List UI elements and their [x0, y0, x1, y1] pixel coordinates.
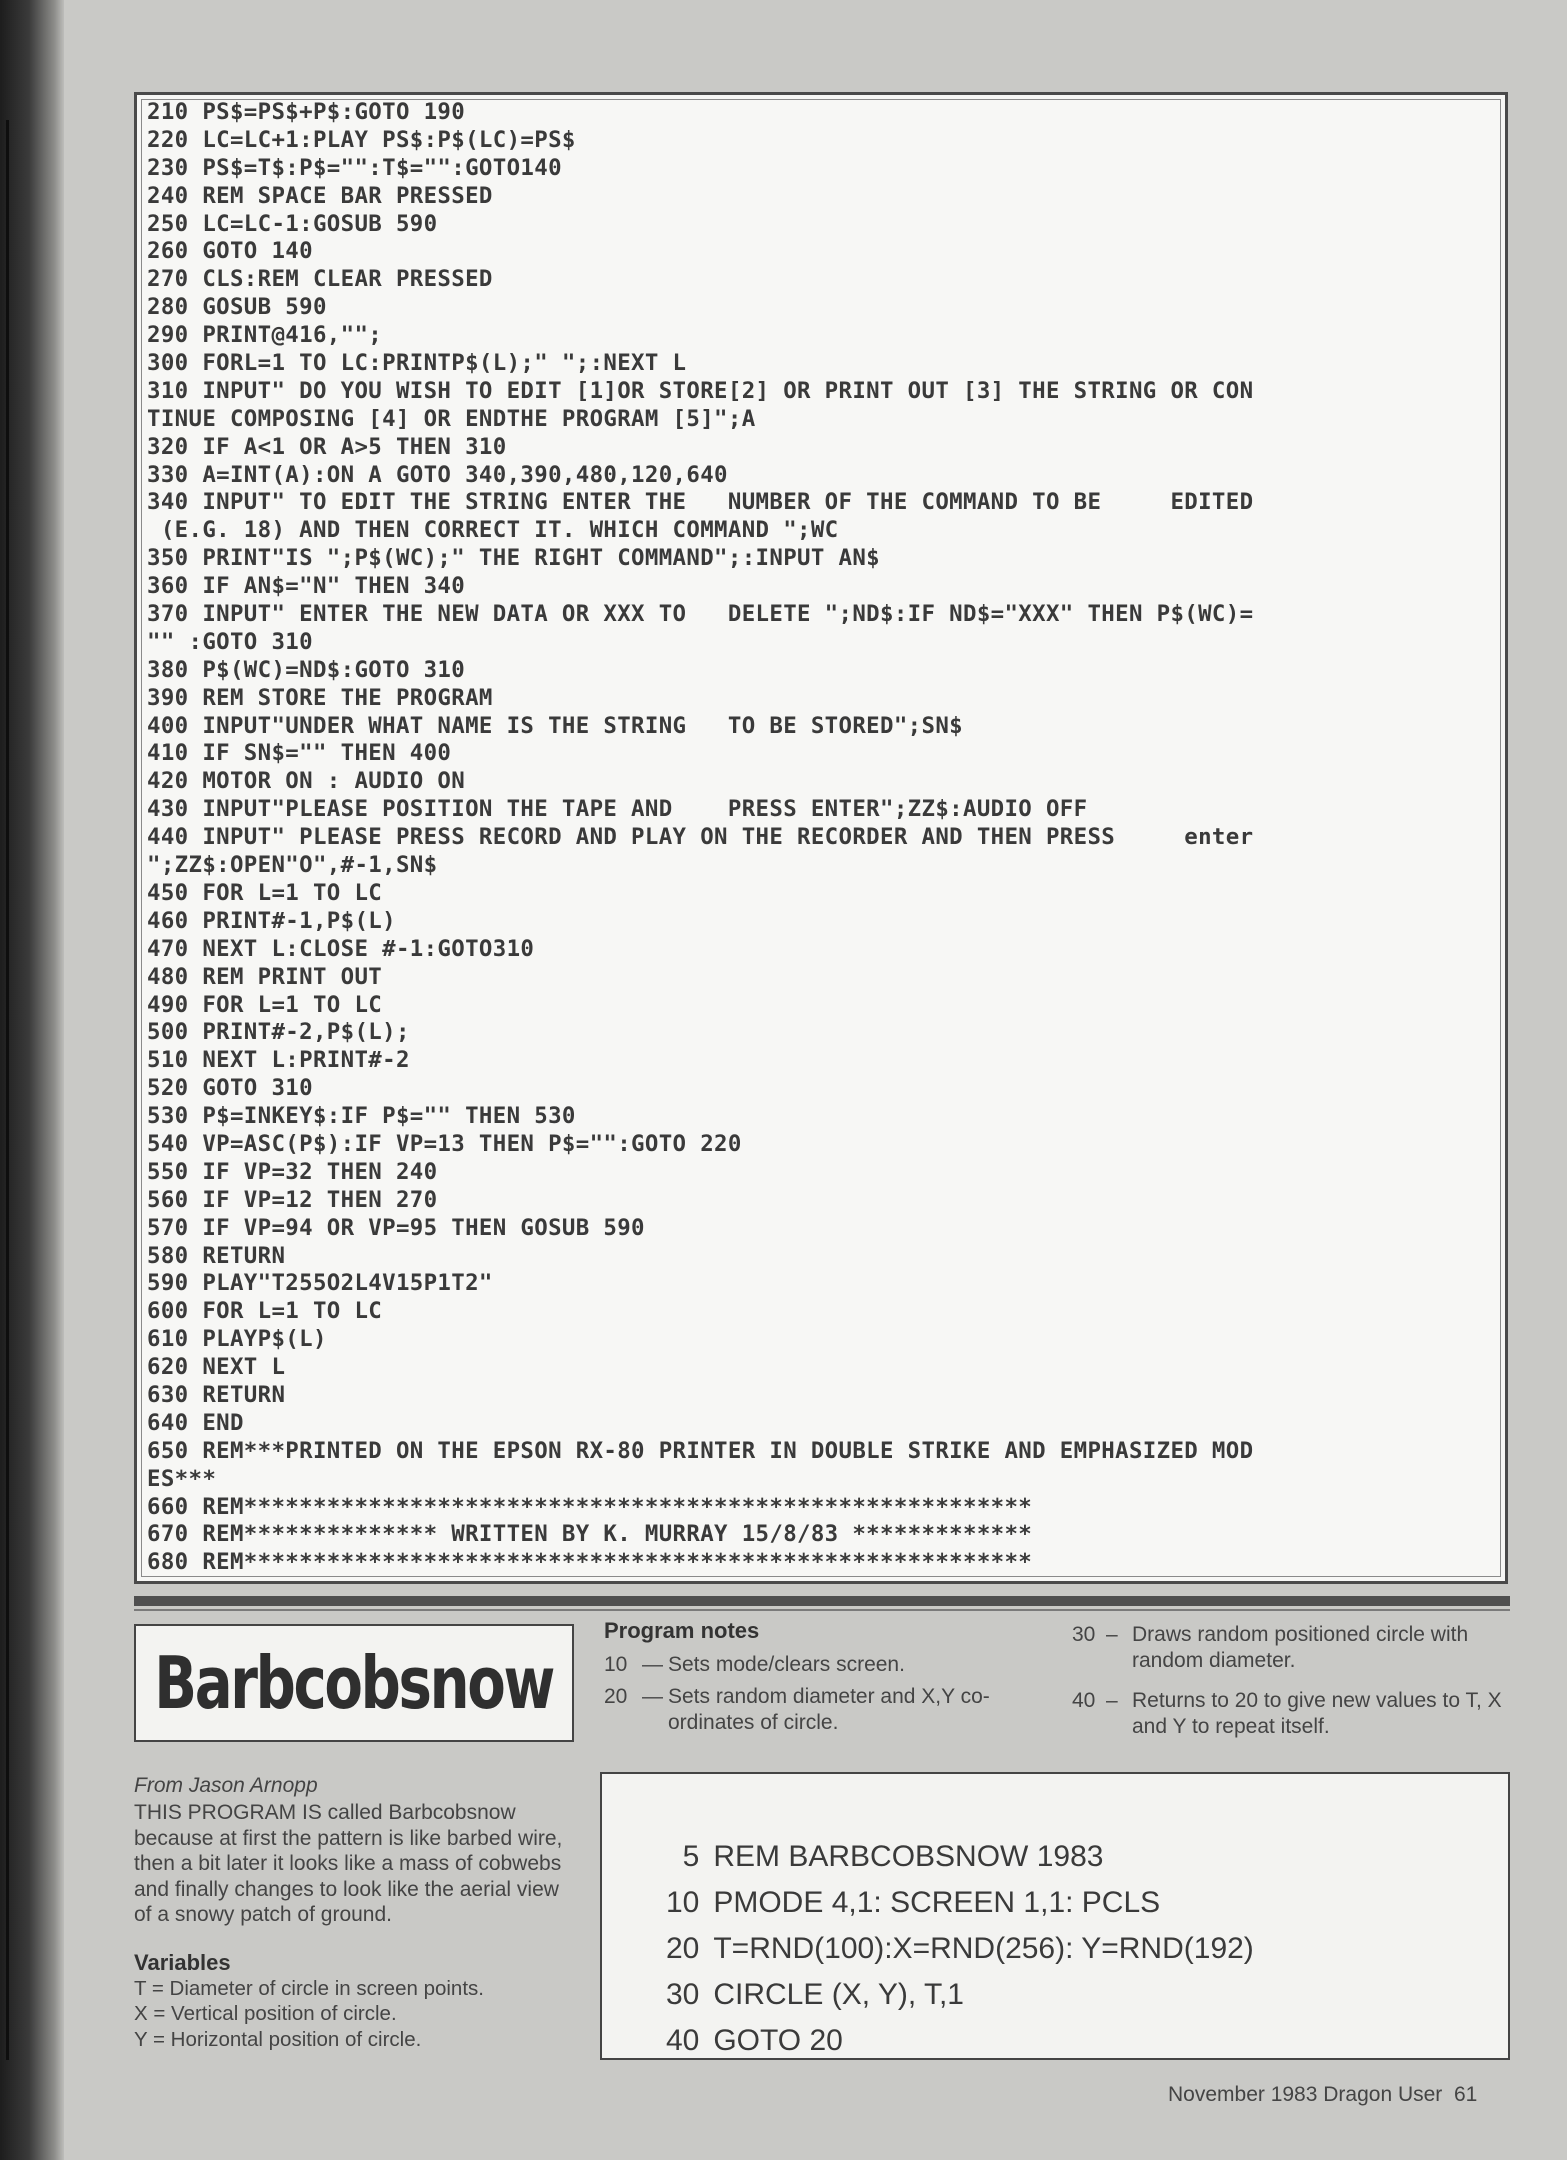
- listing-line: 220 LC=LC+1:PLAY PS$:P$(LC)=PS$: [147, 126, 576, 153]
- listing-line: 570 IF VP=94 OR VP=95 THEN GOSUB 590: [147, 1214, 645, 1241]
- listing-line: 620 NEXT L: [147, 1354, 286, 1381]
- article-intro: [134, 1774, 576, 2052]
- program-notes-right: [1072, 1622, 1512, 1754]
- magazine-spine-shadow: [0, 0, 64, 2160]
- basic-line-number: 10: [665, 1886, 700, 1919]
- program-note: [1072, 1622, 1512, 1674]
- variable-item: T = Diameter of circle in screen points.: [134, 1976, 484, 2000]
- listing-line: 340 INPUT" TO EDIT THE STRING ENTER THE NUMBER OF THE COMMAND TO BE EDITED: [147, 489, 1254, 516]
- listing-line: 470 NEXT L:CLOSE #-1:GOTO310: [147, 935, 535, 962]
- listing-line: 630 RETURN: [147, 1381, 286, 1408]
- listing-line: 580 RETURN: [147, 1242, 286, 1269]
- listing-line: 410 IF SN$="" THEN 400: [147, 740, 452, 767]
- basic-line-number: 30: [665, 1978, 700, 2011]
- note-line-number: 30: [1072, 1623, 1096, 1646]
- listing-line: 290 PRINT@416,"";: [147, 322, 383, 349]
- note-text: Returns to 20 to give new values to T, X and Y to repeat itself.: [1132, 1689, 1502, 1738]
- variable-item: Y = Horizontal position of circle.: [134, 2027, 422, 2051]
- listing-line: ";ZZ$:OPEN"O",#-1,SN$: [147, 852, 438, 879]
- listing-line: 670 REM************** WRITTEN BY K. MURRAY 15/8/83 *************: [147, 1521, 1033, 1548]
- basic-line-code: CIRCLE (X, Y), T,1: [713, 1978, 964, 2011]
- note-line-number: 20: [604, 1685, 628, 1708]
- note-text: Sets random diameter and X,Y co-ordinates of circle.: [668, 1685, 990, 1734]
- note-separator: —: [642, 1653, 663, 1676]
- section-divider-thin: [134, 1609, 1510, 1611]
- basic-line-code: T=RND(100):X=RND(256): Y=RND(192): [713, 1932, 1254, 1965]
- basic-line-code: GOTO 20: [713, 2024, 843, 2057]
- page-edge-line: [6, 120, 9, 2060]
- listing-line: 680 REM*********************************************************: [147, 1549, 1033, 1576]
- listing-line: 210 PS$=PS$+P$:GOTO 190: [147, 99, 466, 125]
- listing-line: 600 FOR L=1 TO LC: [147, 1298, 383, 1325]
- listing-line: 640 END: [147, 1409, 244, 1436]
- program-listing-box: [134, 92, 1508, 1584]
- program-notes-heading: Program notes: [604, 1618, 760, 1643]
- listing-line: 250 LC=LC-1:GOSUB 590: [147, 210, 438, 237]
- basic-program-box: [600, 1772, 1510, 2060]
- program-listing-code: [147, 99, 1253, 1577]
- listing-line: 520 GOTO 310: [147, 1075, 313, 1102]
- listing-line: ES***: [147, 1465, 217, 1492]
- section-divider-thick: [134, 1596, 1510, 1606]
- note-text: Sets mode/clears screen.: [668, 1653, 905, 1676]
- listing-line: 450 FOR L=1 TO LC: [147, 879, 383, 906]
- listing-line: 300 FORL=1 TO LC:PRINTP$(L);" ";:NEXT L: [147, 350, 687, 377]
- listing-line: 310 INPUT" DO YOU WISH TO EDIT [1]OR STORE[2] OR PRINT OUT [3] THE STRING OR CON: [147, 377, 1254, 404]
- basic-line: [616, 1990, 843, 2092]
- listing-line: 560 IF VP=12 THEN 270: [147, 1186, 438, 1213]
- listing-line: 360 IF AN$="N" THEN 340: [147, 573, 466, 600]
- basic-line-code: REM BARBCOBSNOW 1983: [713, 1840, 1104, 1873]
- listing-line: 610 PLAYP$(L): [147, 1326, 327, 1353]
- listing-line: (E.G. 18) AND THEN CORRECT IT. WHICH COMMAND ";WC: [147, 517, 839, 544]
- variable-item: X = Vertical position of circle.: [134, 2002, 397, 2025]
- listing-line: 380 P$(WC)=ND$:GOTO 310: [147, 656, 466, 683]
- listing-line: 230 PS$=T$:P$="":T$="":GOTO140: [147, 154, 562, 181]
- listing-line: 460 PRINT#-1,P$(L): [147, 907, 396, 934]
- note-separator: —: [642, 1685, 663, 1708]
- listing-line: 330 A=INT(A):ON A GOTO 340,390,480,120,640: [147, 461, 728, 488]
- article-title: Barbcobsnow: [154, 1641, 554, 1725]
- note-separator: –: [1106, 1623, 1118, 1646]
- listing-line: 660 REM*********************************************************: [147, 1493, 1033, 1520]
- note-text: Draws random positioned circle with random diameter.: [1132, 1623, 1469, 1672]
- listing-line: 440 INPUT" PLEASE PRESS RECORD AND PLAY ON THE RECORDER AND THEN PRESS enter: [147, 824, 1254, 851]
- listing-line: "" :GOTO 310: [147, 628, 313, 655]
- listing-line: 590 PLAY"T255O2L4V15P1T2": [147, 1270, 493, 1297]
- listing-line: 530 P$=INKEY$:IF P$="" THEN 530: [147, 1103, 576, 1130]
- page-footer: November 1983 Dragon User 61: [1168, 2083, 1478, 2106]
- listing-line: 550 IF VP=32 THEN 240: [147, 1158, 438, 1185]
- listing-line: 400 INPUT"UNDER WHAT NAME IS THE STRING TO BE STORED";SN$: [147, 712, 963, 739]
- program-note: [1072, 1688, 1512, 1740]
- listing-line: 270 CLS:REM CLEAR PRESSED: [147, 266, 493, 293]
- listing-line: 430 INPUT"PLEASE POSITION THE TAPE AND PRESS ENTER";ZZ$:AUDIO OFF: [147, 796, 1088, 823]
- basic-line-number: 20: [665, 1932, 700, 1965]
- note-line-number: 40: [1072, 1689, 1096, 1712]
- listing-line: 480 REM PRINT OUT: [147, 963, 383, 990]
- note-separator: –: [1106, 1689, 1118, 1712]
- listing-line: 240 REM SPACE BAR PRESSED: [147, 182, 493, 209]
- listing-line: 280 GOSUB 590: [147, 294, 327, 321]
- listing-line: 420 MOTOR ON : AUDIO ON: [147, 768, 466, 795]
- note-line-number: 10: [604, 1653, 628, 1676]
- listing-line: 500 PRINT#-2,P$(L);: [147, 1019, 410, 1046]
- listing-line: 320 IF A<1 OR A>5 THEN 310: [147, 433, 507, 460]
- listing-line: 650 REM***PRINTED ON THE EPSON RX-80 PRINTER IN DOUBLE STRIKE AND EMPHASIZED MOD: [147, 1437, 1254, 1464]
- intro-paragraph: THIS PROGRAM IS called Barbcobsnow because at first the pattern is like barbed wire, then a bit later it looks like a mass of cobwebs and finally changes to look like the aerial view of a snowy patch of ground.: [134, 1801, 563, 1926]
- listing-line: 540 VP=ASC(P$):IF VP=13 THEN P$="":GOTO 220: [147, 1130, 742, 1157]
- basic-line-number: 5: [682, 1840, 700, 1873]
- article-title-box: [134, 1624, 574, 1742]
- listing-line: 490 FOR L=1 TO LC: [147, 991, 383, 1018]
- program-note: [604, 1684, 1044, 1736]
- variables-heading: Variables: [134, 1949, 231, 1975]
- basic-line-number: 40: [665, 2024, 700, 2057]
- listing-line: 510 NEXT L:PRINT#-2: [147, 1047, 410, 1074]
- listing-line: 390 REM STORE THE PROGRAM: [147, 684, 493, 711]
- listing-line: 370 INPUT" ENTER THE NEW DATA OR XXX TO DELETE ";ND$:IF ND$="XXX" THEN P$(WC)=: [147, 601, 1254, 628]
- program-notes-left: [604, 1618, 1044, 1742]
- author-credit: From Jason Arnopp: [134, 1774, 318, 1797]
- program-note: [604, 1652, 1044, 1678]
- basic-line-code: PMODE 4,1: SCREEN 1,1: PCLS: [713, 1886, 1161, 1919]
- listing-line: 350 PRINT"IS ";P$(WC);" THE RIGHT COMMAND";:INPUT AN$: [147, 545, 881, 572]
- listing-line: TINUE COMPOSING [4] OR ENDTHE PROGRAM [5]";A: [147, 405, 756, 432]
- listing-line: 260 GOTO 140: [147, 238, 313, 265]
